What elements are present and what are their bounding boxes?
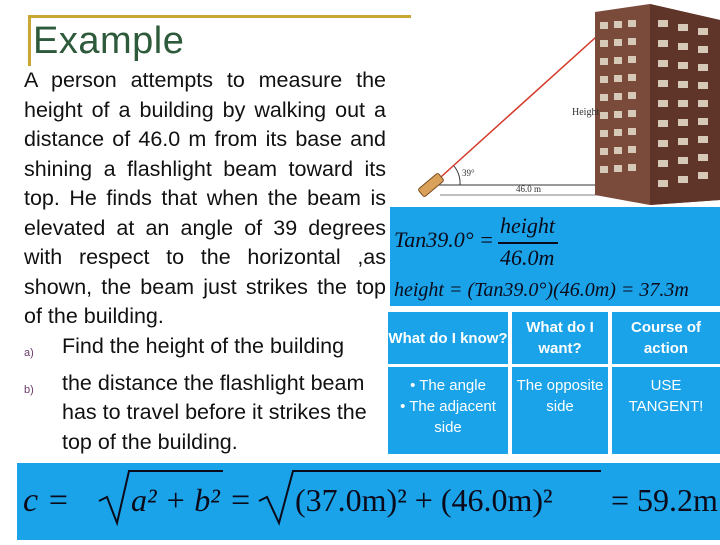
table-column-want — [512, 312, 608, 454]
column-body: USE TANGENT! — [628, 377, 704, 415]
pythagorean-formula-bar — [17, 463, 720, 540]
formula-radicand-1: a² + b² — [131, 482, 220, 518]
question-b — [24, 369, 384, 458]
distance-label: 46.0 m — [516, 184, 542, 194]
column-body — [388, 367, 508, 438]
formula-lhs: c = — [23, 482, 70, 519]
slide-title: Example — [33, 20, 185, 62]
tangent-numerator: height — [500, 213, 555, 238]
pythagorean-formula — [17, 463, 720, 540]
question-text: Find the height of the building — [62, 334, 345, 358]
known-item: • The angle — [410, 377, 486, 394]
column-header: Course of action — [630, 319, 701, 357]
fraction-bar — [498, 242, 558, 244]
question-marker: a) — [24, 347, 34, 359]
table-column-action — [612, 312, 720, 454]
tangent-lhs: Tan39.0° = — [394, 227, 494, 252]
height-solution: height = (Tan39.0°)(46.0m) = 37.3m — [394, 279, 689, 301]
column-body: The opposite side — [516, 377, 604, 415]
problem-statement: A person attempts to measure the height of a building by walking out a distance of 46.0 m from its base and shining a flashlight beam toward its top. He finds that when the beam is elevated at an angle of 39 degrees with respect to the horizontal ,as shown, the beam just strikes the top of the building. — [24, 68, 386, 328]
question-text: the distance the flashlight beam has to travel before it strikes the top of the building. — [62, 370, 367, 454]
table-column-know — [388, 312, 508, 454]
formula-radicand-2: (37.0m)² + (46.0m)² — [295, 482, 553, 518]
column-header: What do I know? — [388, 329, 508, 347]
formula-result: = 59.2m — [611, 482, 718, 518]
building-illustration — [400, 0, 720, 205]
question-marker: b) — [24, 383, 34, 396]
building-icon — [595, 4, 720, 205]
formula-equals: = — [231, 482, 251, 519]
angle-label: 39° — [462, 168, 475, 178]
question-list — [24, 332, 384, 457]
angle-arc — [454, 166, 460, 185]
question-a — [24, 332, 384, 369]
height-label: Height — [572, 107, 600, 118]
column-header: What do I want? — [526, 319, 594, 357]
equation-panel — [390, 207, 720, 306]
tangent-denominator: 46.0m — [500, 245, 555, 270]
known-item: • The adjacent side — [400, 398, 496, 436]
strategy-table — [388, 312, 720, 454]
